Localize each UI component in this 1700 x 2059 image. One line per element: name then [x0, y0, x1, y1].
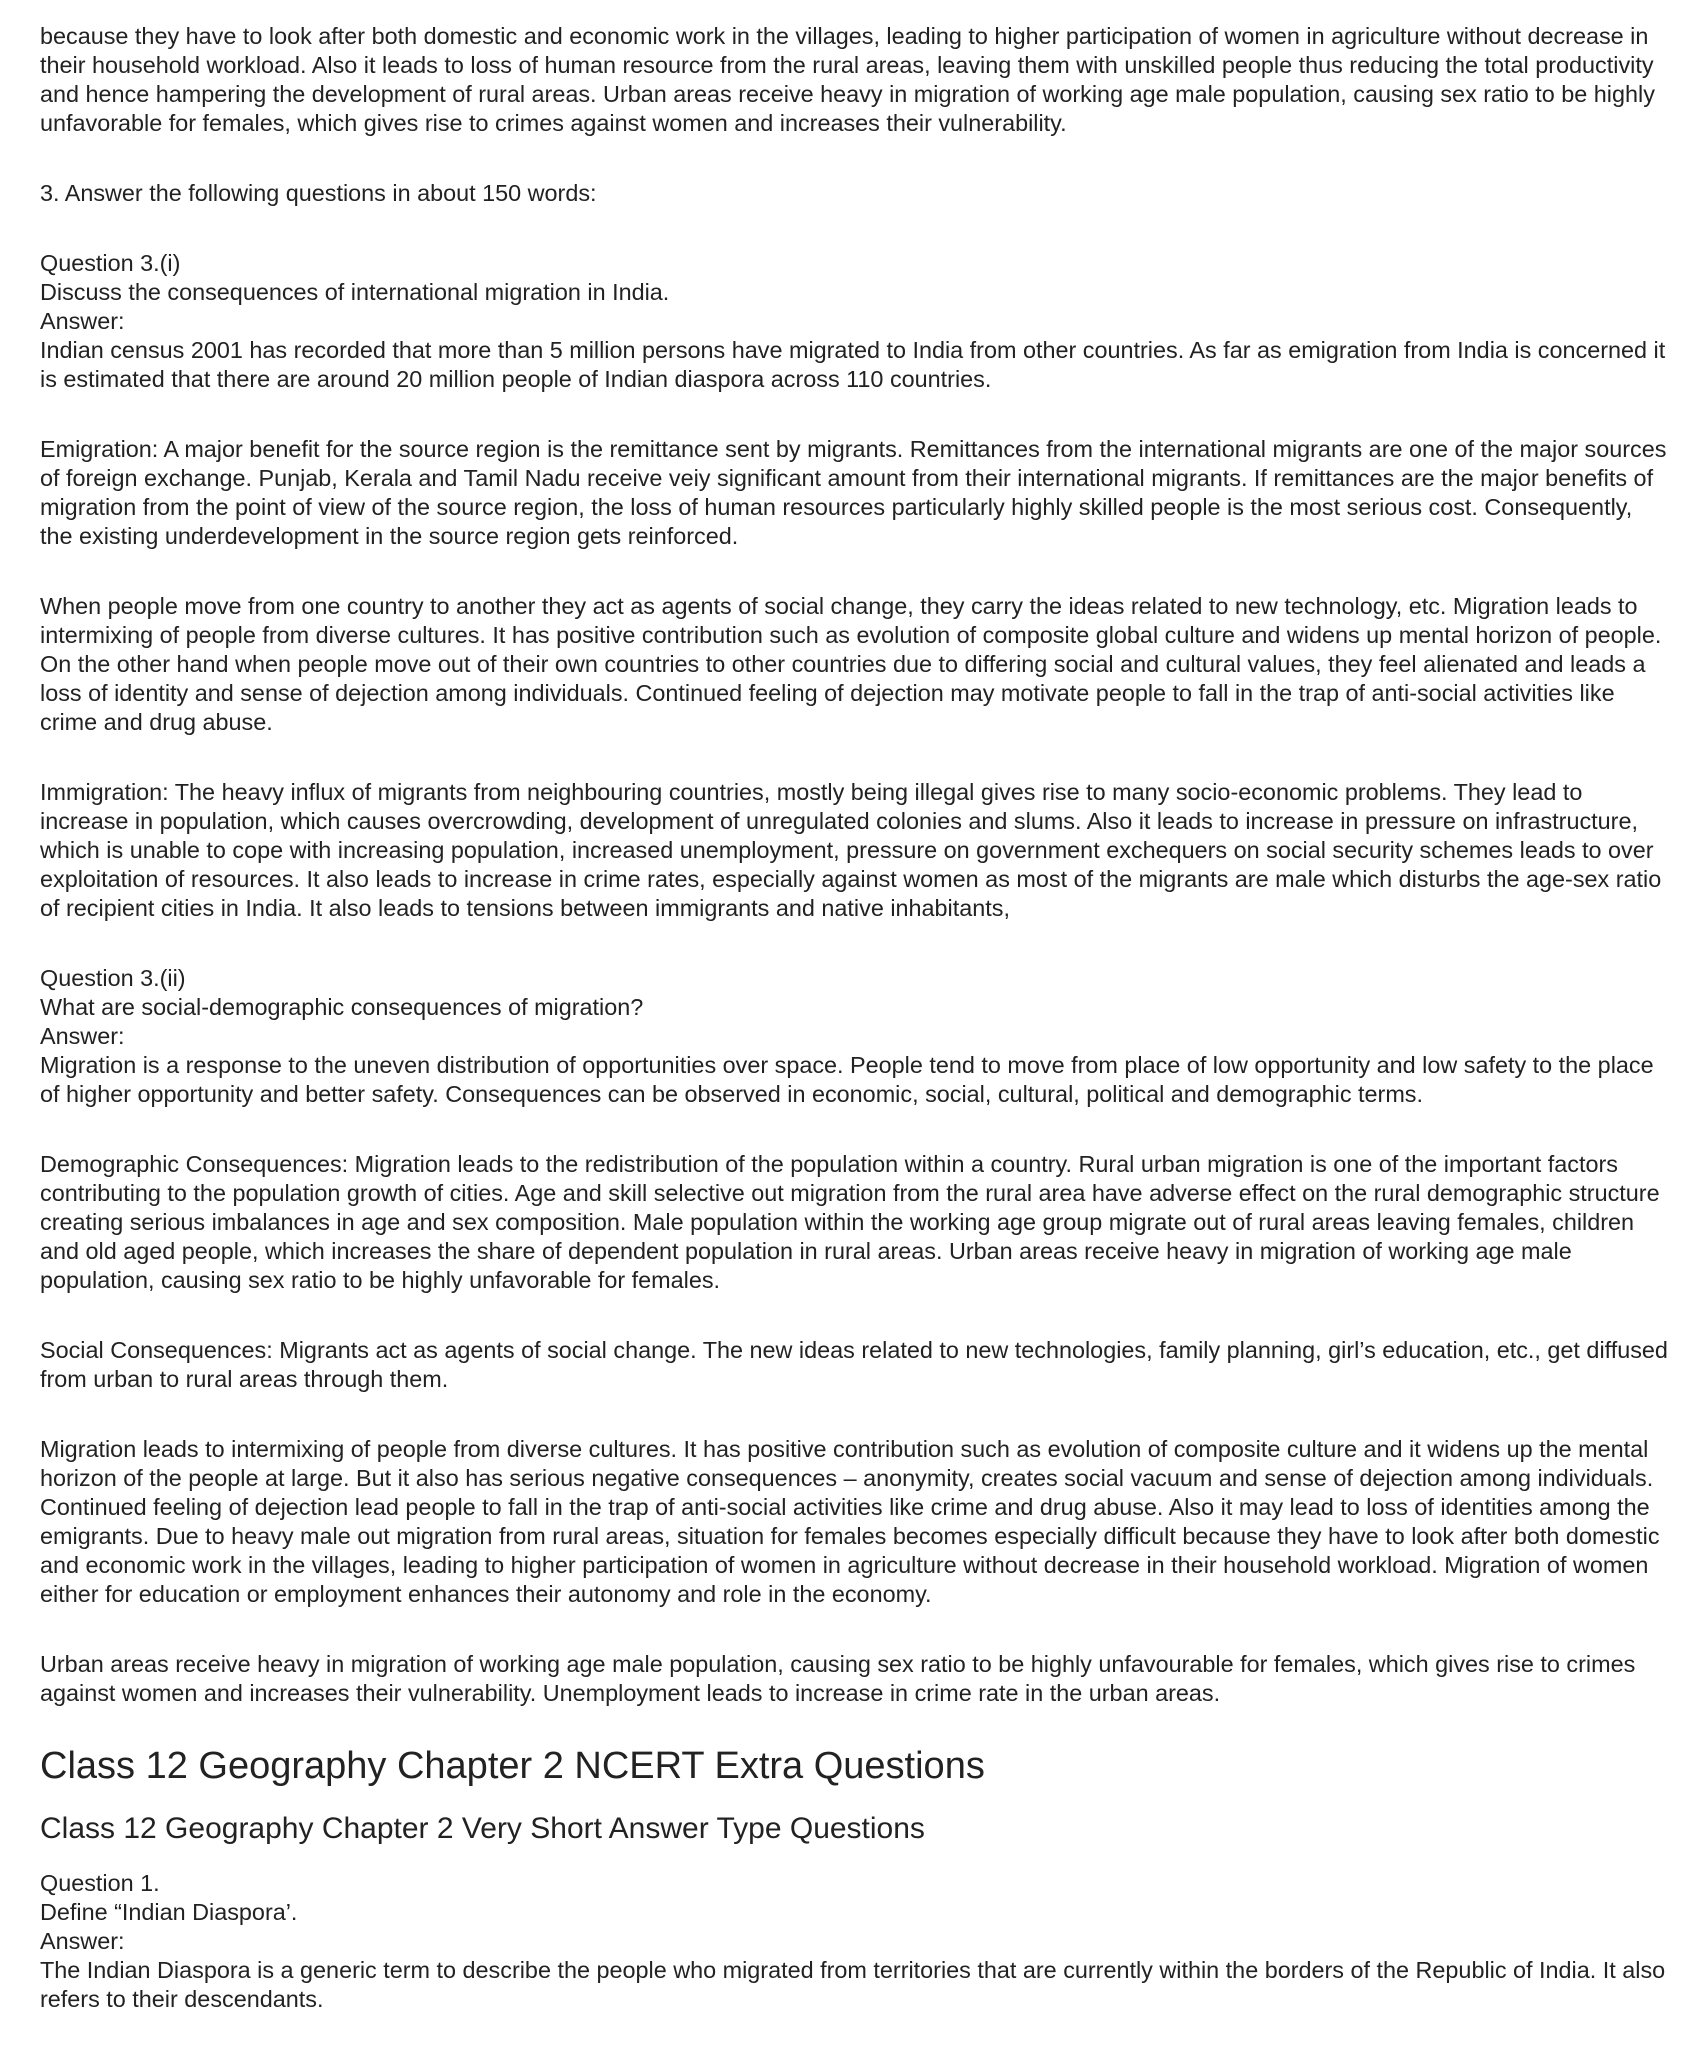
paragraph-emigration: Emigration: A major benefit for the source region is the remittance sent by migrants. Remittances from the international migrants are one of the major sources of foreign exchange. Punjab, Kerala and Tamil Nadu receive veiy significant amount from their international migrants. If remittances are the major benefits of migration from the point of view of the source region, the loss of human resources particularly highly skilled people is the most serious cost. Consequently, the existing underdevelopment in the source region gets reinforced.	[40, 436, 1667, 549]
question-1-block	[40, 1869, 1670, 2014]
answer-text: Indian census 2001 has recorded that more than 5 million persons have migrated to India from other countries. As far as emigration from India is concerned it is estimated that there are around 20 million people of Indian diaspora across 110 countries.	[40, 337, 1666, 392]
question-label: Question 3.(ii)	[40, 965, 186, 991]
answer-label: Answer:	[40, 308, 125, 334]
paragraph-rural-consequences: because they have to look after both domestic and economic work in the villages, leading to higher participation of women in agriculture without decrease in their household workload. Also it leads to loss of human resource from the rural areas, leaving them with unskilled people thus reducing the total productivity and hence hampering the development of rural areas. Urban areas receive heavy in migration of working age male population, causing sex ratio to be highly unfavorable for females, which gives rise to crimes against women and increases their vulnerability.	[40, 23, 1655, 136]
question-label: Question 1.	[40, 1870, 160, 1896]
answer-label: Answer:	[40, 1928, 125, 1954]
question-text: Define “Indian Diaspora’.	[40, 1899, 298, 1925]
heading-extra-questions: Class 12 Geography Chapter 2 NCERT Extra Questions	[40, 1745, 985, 1787]
answer-text: The Indian Diaspora is a generic term to describe the people who migrated from territories that are currently within the borders of the Republic of India. It also refers to their descendants.	[40, 1957, 1666, 2012]
paragraph-intermixing: Migration leads to intermixing of people from diverse cultures. It has positive contribution such as evolution of composite culture and it widens up the mental horizon of the people at large. But it also has serious negative consequences – anonymity, creates social vacuum and sense of dejection among individuals. Continued feeling of dejection lead people to fall in the trap of anti-social activities like crime and drug abuse. Also it may lead to loss of identities among the emigrants. Due to heavy male out migration from rural areas, situation for females becomes especially difficult because they have to look after both domestic and economic work in the villages, leading to higher participation of women in agriculture without decrease in their household workload. Migration of women either for education or employment enhances their autonomy and role in the economy.	[40, 1436, 1660, 1607]
question-label: Question 3.(i)	[40, 250, 181, 276]
paragraph-immigration: Immigration: The heavy influx of migrants from neighbouring countries, mostly being illegal gives rise to many socio-economic problems. They lead to increase in population, which causes overcrowding, development of unregulated colonies and slums. Also it leads to increase in pressure on infrastructure, which is unable to cope with increasing population, increased unemployment, pressure on government exchequers on social security schemes leads to over exploitation of resources. It also leads to increase in crime rates, especially against women as most of the migrants are male which disturbs the age-sex ratio of recipient cities in India. It also leads to tensions between immigrants and native inhabitants,	[40, 779, 1662, 921]
document-page	[40, 22, 1670, 2055]
paragraph-social-change: When people move from one country to another they act as agents of social change, they carry the ideas related to new technology, etc. Migration leads to intermixing of people from diverse cultures. It has positive contribution such as evolution of composite global culture and widens up mental horizon of people. On the other hand when people move out of their own countries to other countries due to differing social and cultural values, they feel alienated and leads a loss of identity and sense of dejection among individuals. Continued feeling of dejection may motivate people to fall in the trap of anti-social activities like crime and drug abuse.	[40, 593, 1662, 735]
heading-very-short-answer: Class 12 Geography Chapter 2 Very Short Answer Type Questions	[40, 1812, 925, 1845]
question-3-ii-block	[40, 964, 1670, 1109]
paragraph-urban-areas: Urban areas receive heavy in migration of working age male population, causing sex ratio to be highly unfavourable for females, which gives rise to crimes against women and increases their vulnerability. Unemployment leads to increase in crime rate in the urban areas.	[40, 1651, 1636, 1706]
section-3-instruction: 3. Answer the following questions in about 150 words:	[40, 180, 597, 206]
question-3-i-block	[40, 249, 1670, 394]
paragraph-demographic-consequences: Demographic Consequences: Migration leads to the redistribution of the population within a country. Rural urban migration is one of the important factors contributing to the population growth of cities. Age and skill selective out migration from the rural area have adverse effect on the rural demographic structure creating serious imbalances in age and sex composition. Male population within the working age group migrate out of rural areas leaving females, children and old aged people, which increases the share of dependent population in rural areas. Urban areas receive heavy in migration of working age male population, causing sex ratio to be highly unfavorable for females.	[40, 1151, 1660, 1293]
question-text: Discuss the consequences of international migration in India.	[40, 279, 670, 305]
answer-text: Migration is a response to the uneven distribution of opportunities over space. People tend to move from place of low opportunity and low safety to the place of higher opportunity and better safety. Consequences can be observed in economic, social, cultural, political and demographic terms.	[40, 1052, 1654, 1107]
answer-label: Answer:	[40, 1023, 125, 1049]
paragraph-social-consequences: Social Consequences: Migrants act as agents of social change. The new ideas related to new technologies, family planning, girl’s education, etc., get diffused from urban to rural areas through them.	[40, 1337, 1668, 1392]
question-text: What are social-demographic consequences of migration?	[40, 994, 644, 1020]
